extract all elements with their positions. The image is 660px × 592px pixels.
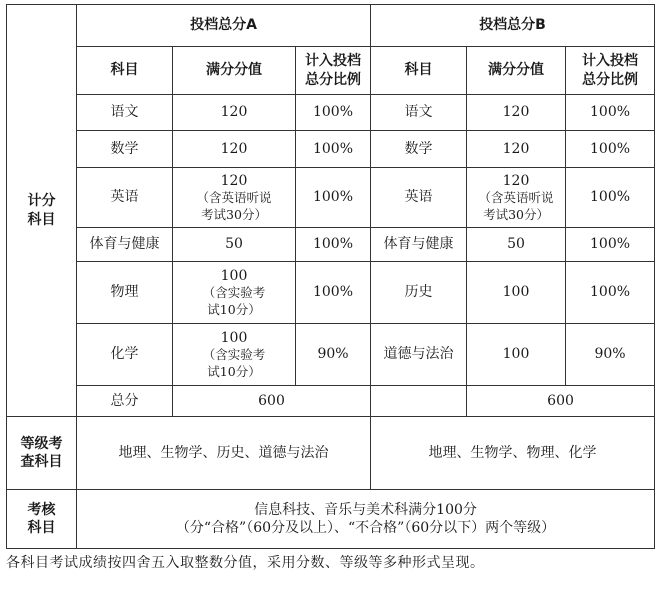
b-subject: 语文 <box>371 95 467 131</box>
a-ratio-header <box>296 47 371 95</box>
a-full-note-line1: （含英语听说 <box>196 189 272 205</box>
a-full-score <box>173 262 296 324</box>
a-full-note-line2: 考试30分） <box>201 206 267 222</box>
grade-check-label-line1: 等级考 <box>20 435 63 452</box>
b-subject: 数学 <box>371 131 467 168</box>
a-full-value: 100 <box>220 329 248 346</box>
table-row <box>7 168 655 228</box>
b-subject: 英语 <box>371 168 467 228</box>
a-full-value: 120 <box>220 172 248 189</box>
b-ratio: 90% <box>566 324 655 386</box>
group-b-header: 投档总分B <box>371 5 655 47</box>
b-full-score <box>467 168 566 228</box>
section-scored-line1: 计分 <box>27 193 56 210</box>
b-ratio: 100% <box>566 262 655 324</box>
assessment-label-line2: 科目 <box>27 520 56 536</box>
total-row <box>7 386 655 417</box>
grade-check-row <box>7 417 655 490</box>
assessment-content <box>77 490 655 549</box>
grade-check-label <box>7 417 77 490</box>
a-subject: 体育与健康 <box>77 228 173 262</box>
section-scored-subjects <box>7 5 77 417</box>
b-ratio: 100% <box>566 168 655 228</box>
a-full-note-line2: 试10分） <box>207 363 261 379</box>
grade-check-b: 地理、生物学、物理、化学 <box>371 417 655 490</box>
a-full-note-line2: 试10分） <box>207 301 261 317</box>
table-row <box>7 95 655 131</box>
a-full-score <box>173 168 296 228</box>
section-scored-line2: 科目 <box>27 211 56 228</box>
a-full-header: 满分分值 <box>173 47 296 95</box>
a-subject: 语文 <box>77 95 173 131</box>
a-full-note-line1: （含实验考 <box>202 346 266 362</box>
a-ratio-header-line2: 总分比例 <box>305 71 361 88</box>
b-subject: 体育与健康 <box>371 228 467 262</box>
footnote: 各科目考试成绩按四舍五入取整数分值，采用分数、等级等多种形式呈现。 <box>6 555 485 571</box>
assessment-row <box>7 490 655 549</box>
score-table <box>6 4 655 549</box>
a-subject-header: 科目 <box>77 47 173 95</box>
a-full-score: 120 <box>173 131 296 168</box>
a-ratio: 100% <box>296 168 371 228</box>
a-full-score: 50 <box>173 228 296 262</box>
a-ratio: 100% <box>296 262 371 324</box>
grade-check-label-line2: 查科目 <box>20 454 63 470</box>
a-ratio: 100% <box>296 228 371 262</box>
total-a: 600 <box>173 386 371 417</box>
a-full-score: 120 <box>173 95 296 131</box>
total-label: 总分 <box>77 386 173 417</box>
table-row <box>7 131 655 168</box>
table-row <box>7 324 655 386</box>
group-a-header: 投档总分A <box>77 5 371 47</box>
a-full-value: 100 <box>220 267 248 284</box>
a-subject: 英语 <box>77 168 173 228</box>
b-full-header: 满分分值 <box>467 47 566 95</box>
b-full-score: 50 <box>467 228 566 262</box>
assessment-label-line1: 考核 <box>27 501 56 518</box>
b-full-score: 100 <box>467 262 566 324</box>
b-ratio-header-line1: 计入投档 <box>582 53 639 70</box>
total-b-spacer <box>371 386 467 417</box>
b-ratio-header-line2: 总分比例 <box>582 71 639 88</box>
b-full-score: 100 <box>467 324 566 386</box>
a-ratio: 100% <box>296 131 371 168</box>
grade-check-a: 地理、生物学、历史、道德与法治 <box>77 417 371 490</box>
b-subject-header: 科目 <box>371 47 467 95</box>
b-full-note-line1: （含英语听说 <box>478 189 554 205</box>
assessment-label <box>7 490 77 549</box>
assessment-line1: 信息科技、音乐与美术科满分100分 <box>254 501 477 518</box>
b-ratio: 100% <box>566 95 655 131</box>
b-subject: 道德与法治 <box>371 324 467 386</box>
b-full-value: 120 <box>502 172 530 189</box>
b-ratio: 100% <box>566 131 655 168</box>
a-full-score <box>173 324 296 386</box>
b-full-note-line2: 考试30分） <box>483 206 549 222</box>
a-full-note-line1: （含实验考 <box>202 284 266 300</box>
b-full-score: 120 <box>467 131 566 168</box>
a-ratio-header-line1: 计入投档 <box>305 53 361 70</box>
a-subject: 数学 <box>77 131 173 168</box>
b-ratio: 100% <box>566 228 655 262</box>
assessment-line2: （分“合格”（60分及以上）、“不合格”（60分以下）两个等级） <box>175 520 556 536</box>
table-row <box>7 262 655 324</box>
total-b: 600 <box>467 386 655 417</box>
b-full-score: 120 <box>467 95 566 131</box>
table-row <box>7 228 655 262</box>
a-subject: 化学 <box>77 324 173 386</box>
b-ratio-header <box>566 47 655 95</box>
a-ratio: 90% <box>296 324 371 386</box>
b-subject: 历史 <box>371 262 467 324</box>
a-subject: 物理 <box>77 262 173 324</box>
a-ratio: 100% <box>296 95 371 131</box>
